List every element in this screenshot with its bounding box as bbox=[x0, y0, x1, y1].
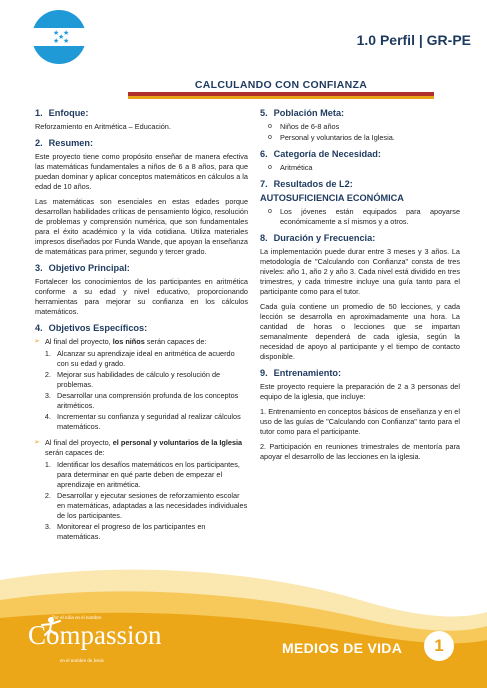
categoria-list bbox=[268, 163, 460, 173]
duracion-paragraph-1: La implementación puede durar entre 3 meses y 3 años. La metodología de "Calculando con Confianza" consta de tres niveles: año 1, año 2 y año 3. Cada nivel está dividido en tres trimestres, y cada trimestre incluye una guía tanto para el participante como para el tutor. bbox=[260, 247, 460, 296]
objetivos-ninos-intro: ➢ Al final del proyecto, los niños serán capaces de: bbox=[35, 337, 248, 347]
list-item: 4. Incrementar su confianza y seguridad al realizar cálculos matemáticos. bbox=[53, 412, 248, 432]
list-item: 3. Desarrollar una comprensión profunda de los conceptos aritméticos. bbox=[53, 391, 248, 411]
page-title: CALCULANDO CON CONFIANZA bbox=[194, 79, 368, 91]
objetivos-ninos-list bbox=[53, 349, 248, 432]
objetivos-personal-intro: ➢ Al final del proyecto, el personal y voluntarios de la Iglesia serán capaces de: bbox=[35, 438, 248, 458]
flag-star-icon: ★ bbox=[63, 30, 70, 37]
list-item: 1. Identificar los desafíos matemáticos en los participantes, para determinar en qué parte deben de empezar el aprendizaje en aritmética. bbox=[53, 460, 248, 490]
enfoque-text: Reforzamiento en Aritmética – Educación. bbox=[35, 122, 171, 131]
right-column bbox=[260, 108, 460, 467]
flag-star-icon: ★ bbox=[63, 38, 70, 45]
objetivo-principal-text: Fortalecer los conocimientos de los participantes en aritmética conforme a su edad y nivel educativo, proporcionando herramientas para mejorar su confianza en los cálculos matemáticos. bbox=[35, 277, 248, 316]
list-item: o Aritmética bbox=[268, 163, 460, 173]
section-title-duracion: 8. Duración y Frecuencia: bbox=[260, 233, 376, 243]
resultados-list bbox=[268, 207, 460, 227]
list-item: 1. Alcanzar su aprendizaje ideal en aritmética de acuerdo con su edad y grado. bbox=[53, 349, 248, 369]
section-title-categoria: 6. Categoría de Necesidad: bbox=[260, 149, 381, 159]
section-title-entrenamiento: 9. Entrenamiento: bbox=[260, 368, 342, 378]
entrenamiento-paragraph-1: Este proyecto requiere la preparación de 2 a 3 personas del equipo de la iglesia, que incluye: bbox=[260, 382, 460, 401]
resumen-paragraph-2: Las matemáticas son esenciales en estas edades porque desarrollan habilidades críticas de pensamiento lógico, resolución de problemas y comprensión numérica, que son fundamentales para el éxito académico y la vida cotidiana. Utiliza materiales impresos diseñados por Funda Wande, que apoyan la enseñanza de matemáticas para primer, segundo y tercer grado. bbox=[35, 197, 248, 256]
section-title-resumen: 2. Resumen: bbox=[35, 138, 94, 148]
honduras-flag-logo bbox=[32, 10, 86, 64]
logo-subtitle: en el nombre de Jesús bbox=[60, 659, 104, 664]
list-item: o Niños de 6-8 años bbox=[268, 122, 460, 132]
list-item: o Personal y voluntarios de la Iglesia. bbox=[268, 133, 460, 143]
section-title-poblacion-meta: 5. Población Meta: bbox=[260, 108, 345, 118]
resultados-subtitle: AUTOSUFICIENCIA ECONÓMICA bbox=[260, 193, 404, 203]
left-column bbox=[35, 108, 248, 546]
entrenamiento-paragraph-2: 1. Entrenamiento en conceptos básicos de enseñanza y en el uso de las guías de "Calculando con Confianza" tanto para el tutor como para el participante. bbox=[260, 407, 460, 436]
logo-tagline: Por el niño en el nombre bbox=[52, 616, 102, 621]
objetivos-personal-list bbox=[53, 460, 248, 542]
flag-star-icon: ★ bbox=[53, 38, 60, 45]
profile-label: 1.0 Perfil | GR-PE bbox=[356, 32, 471, 48]
section-title-enfoque: 1. Enfoque: bbox=[35, 108, 89, 118]
list-item: 2. Desarrollar y ejecutar sesiones de reforzamiento escolar en matemáticas, adaptadas a las necesidades individuales de los participantes. bbox=[53, 491, 248, 521]
footer-category-label: MEDIOS DE VIDA bbox=[282, 640, 403, 656]
page-number-badge: 1 bbox=[424, 631, 454, 661]
flag-star-icon: ★ bbox=[53, 30, 60, 37]
section-title-resultados: 7. Resultados de L2: bbox=[260, 179, 353, 189]
compassion-logo: Compassion bbox=[28, 620, 162, 650]
poblacion-list bbox=[268, 122, 460, 143]
section-title-objetivos-especificos: 4. Objetivos Específicos: bbox=[35, 323, 148, 333]
list-item: o Los jóvenes están equipados para apoyarse económicamente a sí mismos y a otros. bbox=[268, 207, 460, 227]
list-item: 2. Mejorar sus habilidades de cálculo y resolución de problemas. bbox=[53, 370, 248, 390]
entrenamiento-paragraph-3: 2. Participación en reuniones trimestrales de mentoría para apoyar el desarrollo de las lecciones en la iglesia. bbox=[260, 442, 460, 461]
section-title-objetivo-principal: 3. Objetivo Principal: bbox=[35, 263, 130, 273]
title-divider-gold bbox=[128, 96, 434, 99]
list-item: 3. Monitorear el progreso de los participantes en matemáticas. bbox=[53, 522, 248, 542]
duracion-paragraph-2: Cada guía contiene un promedio de 50 lecciones, y cada lección se desarrolla en aproximadamente una hora. La cantidad de horas o lecciones que se impartan semanalmente dependerá de cada iglesia, según la necesidad de apoyo al participante y el tiempo de contacto disponible. bbox=[260, 302, 460, 361]
flag-star-icon: ★ bbox=[58, 34, 65, 41]
resumen-paragraph-1: Este proyecto tiene como propósito enseñar de manera efectiva las matemáticas fundamentales a niños de 6 a 8 años, para que puedan dominar y aplicar conceptos matemáticos en cálculos a la edad de 10 años. bbox=[35, 152, 248, 191]
